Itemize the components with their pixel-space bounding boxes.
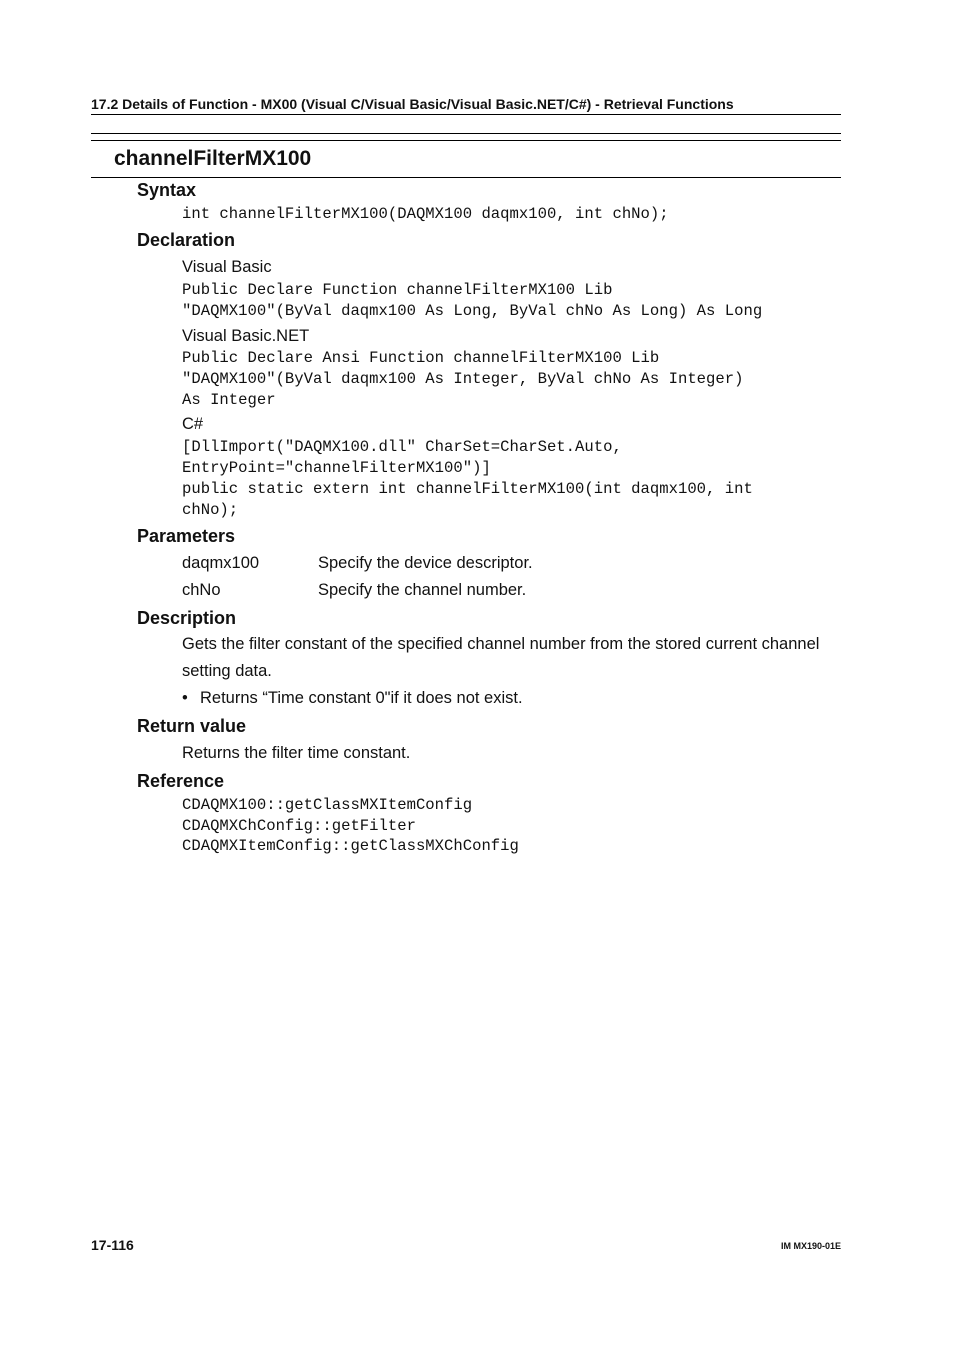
title-rule-bottom (91, 177, 841, 178)
vbnet-code-line: As Integer (182, 391, 276, 409)
header-rule (91, 114, 841, 115)
title-rule-top-inner (91, 140, 841, 141)
description-text: Gets the filter constant of the specified channel number from the stored current channel setting data. (182, 635, 820, 680)
param-desc: Specify the device descriptor. (318, 554, 533, 572)
cs-code-line: EntryPoint="channelFilterMX100")] (182, 459, 491, 477)
declaration-heading: Declaration (137, 230, 236, 250)
description-heading: Description (137, 608, 237, 628)
param-name: chNo (182, 581, 221, 599)
param-name: daqmx100 (182, 554, 260, 572)
parameters-heading: Parameters (137, 526, 236, 546)
function-title: channelFilterMX100 (114, 147, 312, 170)
vbnet-code-line: Public Declare Ansi Function channelFilterMX100 Lib (182, 349, 660, 367)
cs-code-line: [DllImport("DAQMX100.dll" CharSet=CharSet.Auto, (182, 438, 622, 456)
vb-code-line: "DAQMX100"(ByVal daqmx100 As Long, ByVal chNo As Long) As Long (182, 302, 763, 320)
cs-code-line: chNo); (182, 501, 239, 519)
bullet-text: Returns “Time constant 0"if it does not exist. (200, 689, 523, 707)
reference-item: CDAQMX100::getClassMXItemConfig (182, 796, 473, 814)
return-value-heading: Return value (137, 716, 247, 736)
cs-label: C# (182, 415, 204, 433)
cs-code-line: public static extern int channelFilterMX100(int daqmx100, int (182, 480, 753, 498)
syntax-heading: Syntax (137, 180, 197, 200)
page-header: 17.2 Details of Function - MX00 (Visual C/Visual Basic/Visual Basic.NET/C#) - Retrieval Functions (91, 96, 734, 112)
param-desc: Specify the channel number. (318, 581, 527, 599)
bullet-mark: • (182, 689, 188, 707)
reference-item: CDAQMXChConfig::getFilter (182, 817, 416, 835)
footer-page-number: 17-116 (91, 1237, 134, 1253)
reference-heading: Reference (137, 771, 225, 791)
vb-code-line: Public Declare Function channelFilterMX100 Lib (182, 281, 613, 299)
description-bullet (182, 687, 523, 709)
vb-label: Visual Basic (182, 258, 272, 276)
reference-item: CDAQMXItemConfig::getClassMXChConfig (182, 837, 519, 855)
vbnet-code-line: "DAQMX100"(ByVal daqmx100 As Integer, ByVal chNo As Integer) (182, 370, 744, 388)
vbnet-label: Visual Basic.NET (182, 327, 310, 345)
return-value-text: Returns the filter time constant. (182, 744, 411, 762)
footer-doc-id: IM MX190-01E (780, 1241, 841, 1251)
title-rule-top (91, 133, 841, 134)
syntax-code: int channelFilterMX100(DAQMX100 daqmx100, int chNo); (182, 205, 669, 223)
